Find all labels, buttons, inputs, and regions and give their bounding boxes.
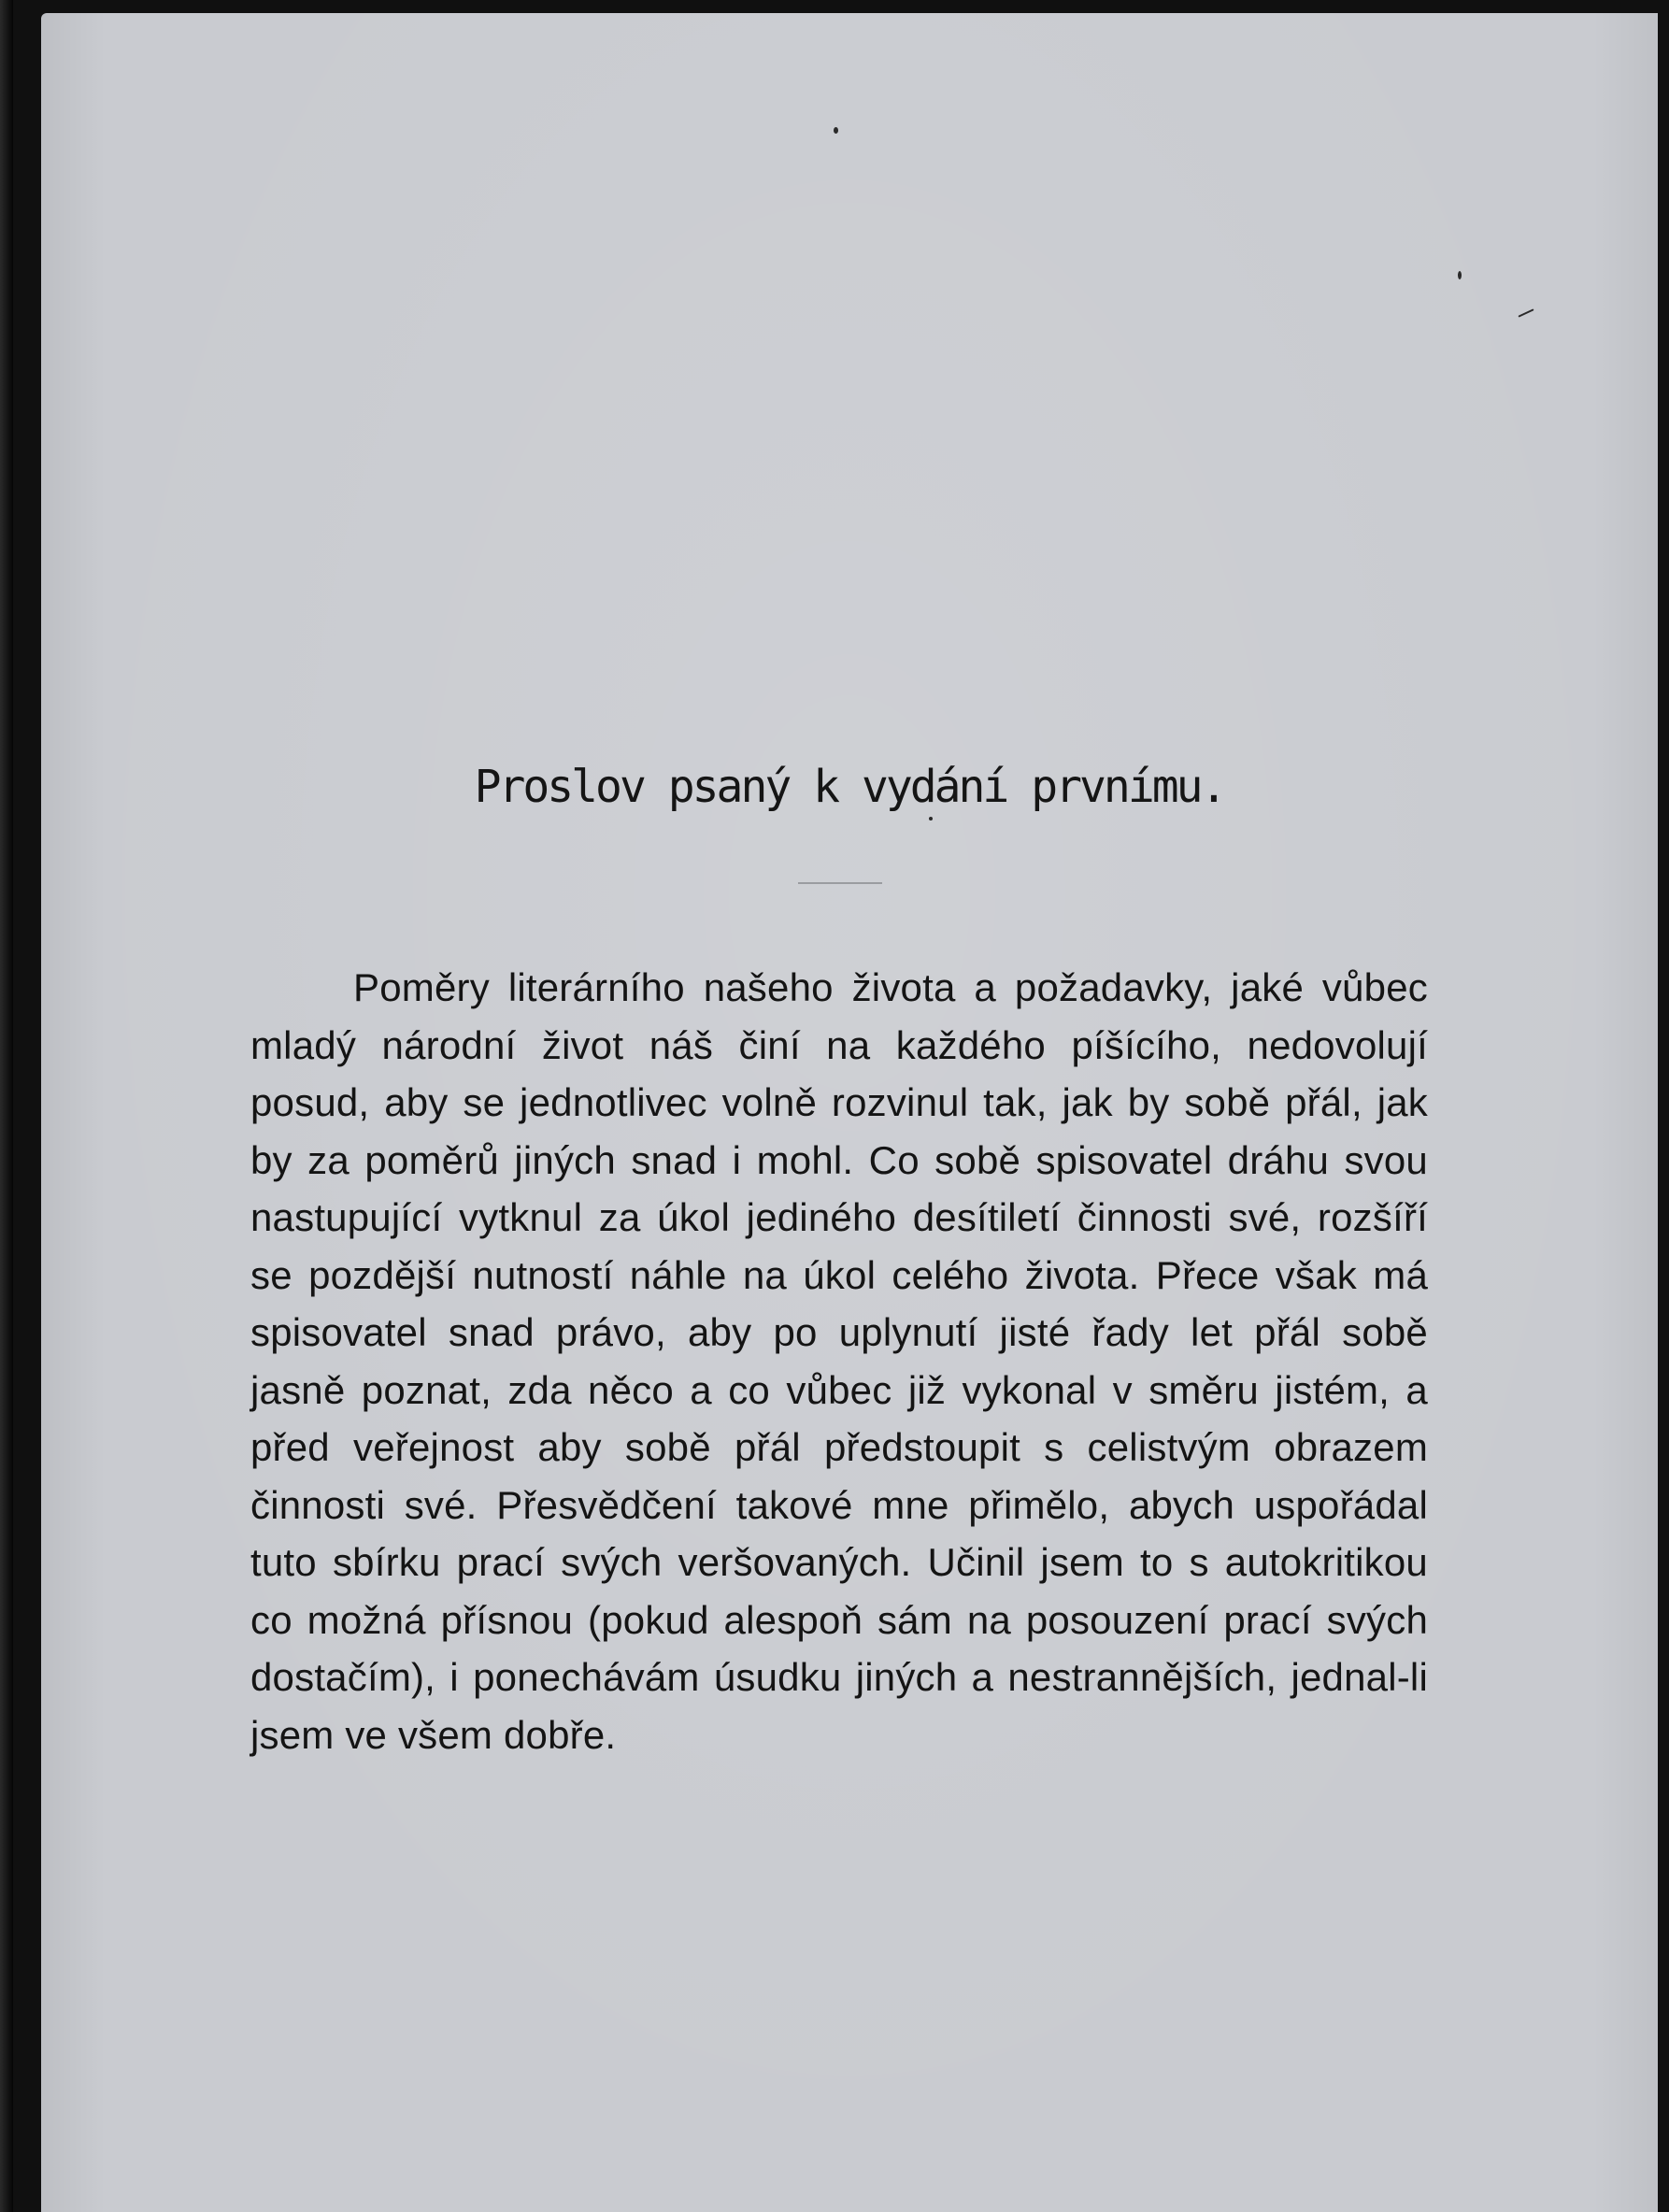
binding-edge	[0, 0, 13, 2212]
paper-page	[41, 13, 1658, 2212]
page-title: Proslov psaný k vydání prvnímu.	[474, 761, 1225, 813]
title-divider	[798, 882, 882, 884]
preface-paragraph: Poměry literárního našeho života a požadavky, jaké vůbec mladý národní život náš činí na každého píšícího, nedovolují posud, aby se jednotlivec volně rozvinul tak, jak by sobě přál, jak by za poměrů jiných snad i mohl. Co sobě spisovatel dráhu svou nastupující vytknul za úkol jediného desítiletí činnosti své, rozšíří se pozdější nutností náhle na úkol celého života. Přece však má spisovatel snad právo, aby po uplynutí jisté řady let přál sobě jasně poznat, zda něco a co vůbec již vykonal v směru jistém, a před veřejnost aby sobě přál předstoupit s celistvým obrazem činnosti své. Přesvědčení takové mne přimělo, abych uspořádal tuto sbírku prací svých veršovaných. Učinil jsem to s autokritikou co možná přísnou (pokud alespoň sám na posouzení prací svých dostačím), i ponechávám úsudku jiných a nestrannějších, jednal-li jsem ve všem dobře.	[250, 965, 1428, 1757]
paper-speck	[834, 127, 838, 134]
paper-speck	[1458, 271, 1462, 279]
paper-speck	[1518, 308, 1533, 317]
paper-speck	[929, 817, 933, 821]
